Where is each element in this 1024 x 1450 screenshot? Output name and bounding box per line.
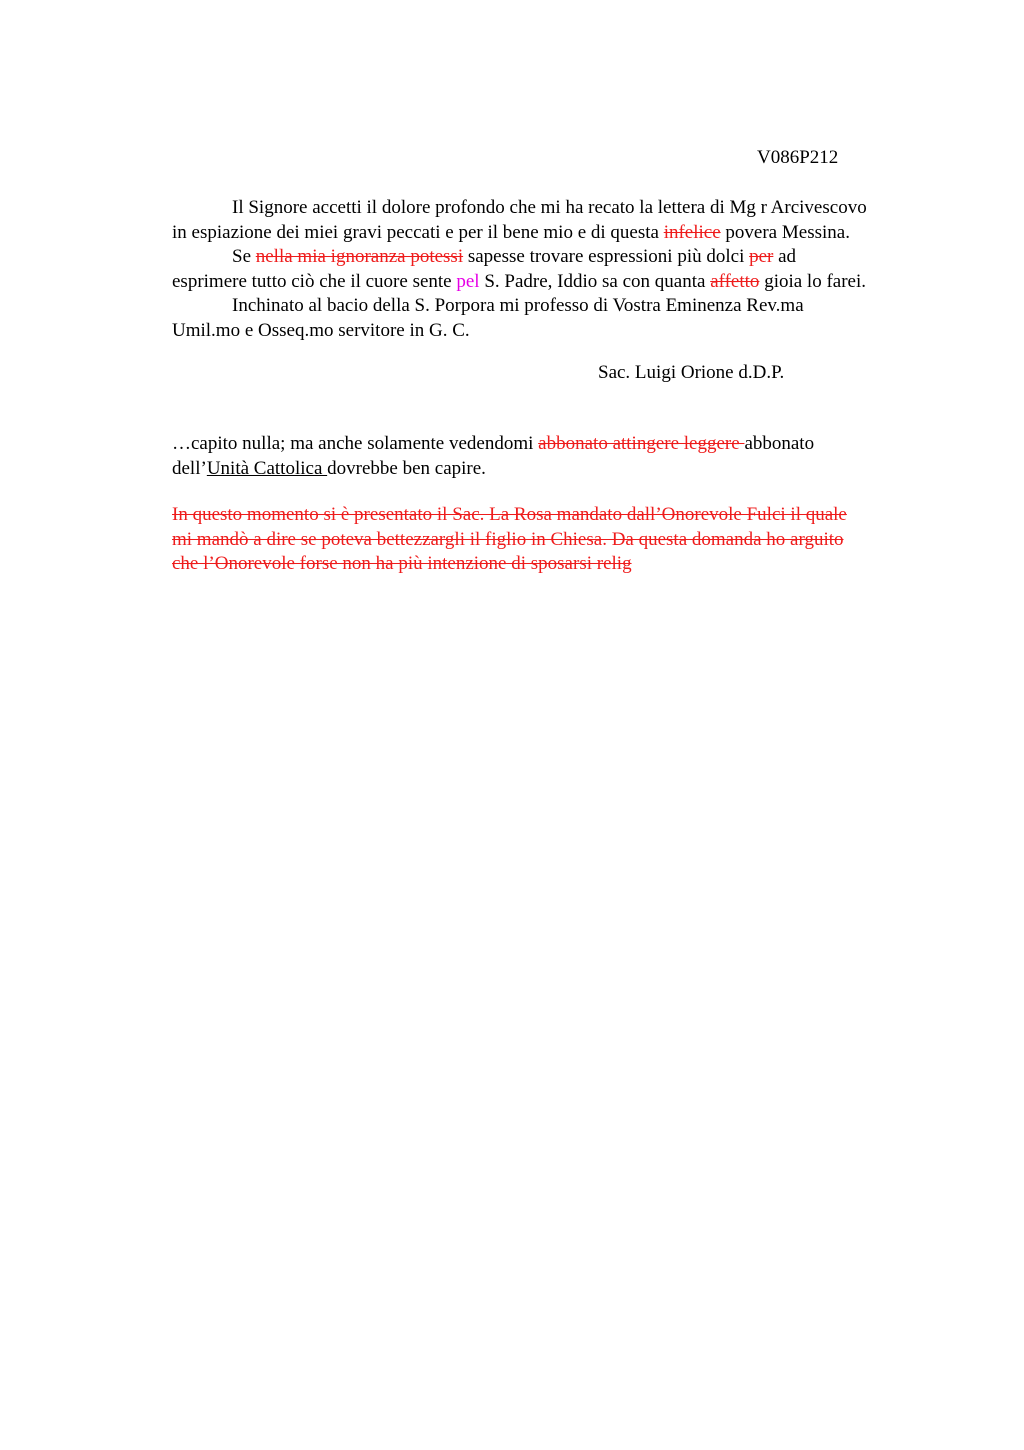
paragraph-3-line-2 [172, 319, 932, 344]
text-span: Umil.mo e Osseq.mo servitore in G. C. [172, 319, 470, 341]
text-span: dell’ [172, 457, 207, 479]
page-id: V086P212 [757, 147, 839, 168]
text-span: abbonato [744, 433, 815, 454]
text-span: gioia lo farei. [759, 270, 867, 292]
paragraph-2-line-1 [172, 245, 932, 270]
deleted-line-2: mi mandò a dire se poteva bettezzargli il figlio in Chiesa. Da questa domanda ho arguito [172, 528, 844, 550]
text-span: dovrebbe ben capire. [327, 457, 486, 479]
fragment-line-2 [172, 457, 932, 482]
text-span: ad [773, 246, 797, 267]
inserted-word: pel [456, 270, 480, 292]
text-span: Inchinato al bacio della S. Porpora mi professo di Vostra Eminenza Rev.ma [232, 295, 804, 316]
deleted-phrase: nella mia ignoranza potessi [255, 246, 464, 267]
text-span: in espiazione dei miei gravi peccati e per il bene mio e di questa [172, 221, 664, 243]
text-span: povera Messina. [720, 221, 850, 243]
text-span: Il Signore accetti il dolore profondo che mi ha recato la lettera di Mg r Arcivescovo [232, 197, 867, 218]
deleted-word: per [749, 246, 774, 267]
deleted-paragraph [172, 503, 932, 577]
text-span: …capito nulla; ma anche solamente vedendomi [172, 433, 539, 454]
fragment-line-1 [172, 432, 932, 457]
paragraph-1-line-1 [172, 196, 932, 221]
deleted-line-3: che l’Onorevole forse non ha più intenzione di sposarsi relig [172, 553, 632, 574]
text-span: sapesse trovare espressioni più dolci [463, 246, 750, 267]
text-span: Se [232, 246, 256, 267]
paragraph-3-line-1 [172, 294, 932, 319]
text-span: esprimere tutto ciò che il cuore sente [172, 270, 457, 292]
deleted-word: infelice [663, 221, 721, 243]
signature: Sac. Luigi Orione d.D.P. [598, 362, 785, 383]
deleted-word: affetto [710, 270, 760, 292]
underlined-title: Unità Cattolica [206, 457, 328, 479]
letter-body [172, 196, 932, 343]
deleted-line-1: In questo momento si è presentato il Sac. La Rosa mandato dall’Onorevole Fulci il quale [172, 504, 847, 525]
text-span: S. Padre, Iddio sa con quanta [479, 270, 711, 292]
paragraph-1-line-2 [172, 221, 932, 246]
paragraph-2-line-2 [172, 270, 932, 295]
deleted-phrase: abbonato attingere leggere [538, 433, 745, 454]
fragment-block [172, 432, 932, 481]
